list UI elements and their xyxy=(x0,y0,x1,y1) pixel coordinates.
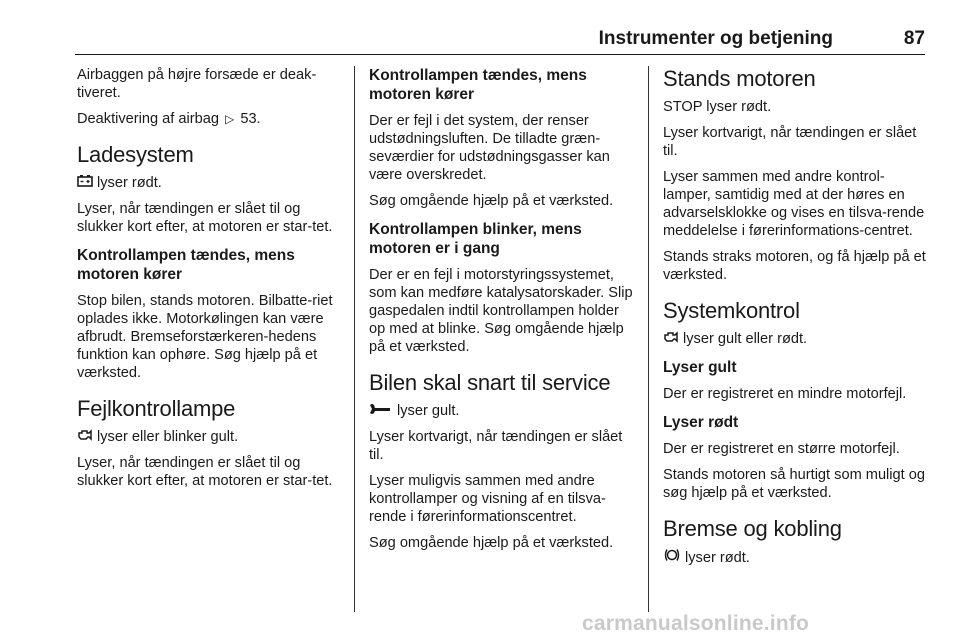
paragraph: Der er en fejl i motorstyringssystemet, som kan medføre katalysatorskader. Slip gaspedalen indtil kontrollampen holder op med at blinke. Søg omgående hjælp på et værksted. xyxy=(369,267,633,355)
paragraph xyxy=(369,402,634,420)
paragraph: Der er registreret en mindre motorfejl. xyxy=(663,386,907,402)
header-title: Instrumenter og betjening xyxy=(598,28,833,49)
paragraph xyxy=(663,548,927,567)
paragraph xyxy=(77,110,345,128)
paragraph: Lyser, når tændingen er slået til og slukker kort efter, at motoren er star-tet. xyxy=(77,455,333,489)
column-divider xyxy=(648,66,649,612)
paragraph: Lyser kortvarigt, når tændingen er slået til. xyxy=(663,125,917,159)
wrench-icon xyxy=(369,402,393,420)
paragraph xyxy=(663,330,927,348)
paragraph: Søg omgående hjælp på et værksted. xyxy=(369,535,614,551)
paragraph: Lyser, når tændingen er slået til og slukker kort efter, at motoren er star-tet. xyxy=(77,201,333,235)
paragraph-text: lyser gult eller rødt. xyxy=(683,331,808,347)
paragraph: Der er fejl i det system, der renser udstødningsluften. De tilladte græn-seværdier for udstødningsgasser kan være overskredet. xyxy=(369,113,610,183)
paragraph xyxy=(77,428,345,446)
engine-icon xyxy=(663,330,679,348)
paragraph-text: lyser gult. xyxy=(397,403,460,419)
paragraph-text: lyser rødt. xyxy=(685,550,750,566)
engine-icon xyxy=(77,428,93,446)
column-1 xyxy=(77,66,345,498)
paragraph: STOP lyser rødt. xyxy=(663,99,772,115)
paragraph: Lyser sammen med andre kontrol-lamper, samtidig med at der høres en advarselsklokke og vises en tilsva-rende meddelelse i førerinformations-centret. xyxy=(663,169,925,239)
subsection-heading: Kontrollampen tændes, mens motoren kører xyxy=(77,247,295,283)
subsection-heading: Kontrollampen blinker, mens motoren er i gang xyxy=(369,221,582,257)
column-3 xyxy=(663,66,927,575)
paragraph: Stop bilen, stands motoren. Bilbatte-riet oplades ikke. Motorkølingen kan være afbrudt. Bremseforstærkeren-hedens funktion kan ophøre. Søg hjælp på et værksted. xyxy=(77,293,333,381)
watermark: carmanualsonline.info xyxy=(582,612,810,635)
subsection-heading: Kontrollampen tændes, mens motoren kører xyxy=(369,67,587,103)
header-rule xyxy=(75,54,925,55)
page-reference[interactable]: 53. xyxy=(240,111,261,127)
paragraph-text: lyser eller blinker gult. xyxy=(97,429,239,445)
paragraph-text: Deaktivering af airbag xyxy=(77,111,219,127)
section-heading: Bilen skal snart til service xyxy=(369,370,611,395)
arrow-right-icon[interactable]: ▷ xyxy=(225,112,235,126)
paragraph: Lyser muligvis sammen med andre kontrollamper og visning af en tilsva-rende i førerinformationscentret. xyxy=(369,473,606,525)
paragraph: Stands straks motoren, og få hjælp på et værksted. xyxy=(663,249,926,283)
brake-icon xyxy=(663,548,681,567)
paragraph: Lyser kortvarigt, når tændingen er slået til. xyxy=(369,429,623,463)
battery-icon xyxy=(77,174,93,192)
section-heading: Fejlkontrollampe xyxy=(77,396,236,421)
paragraph-text: lyser rødt. xyxy=(97,175,162,191)
subsection-heading: Lyser rødt xyxy=(663,414,739,431)
subsection-heading: Lyser gult xyxy=(663,359,737,376)
section-heading: Ladesystem xyxy=(77,142,194,167)
column-divider xyxy=(354,66,355,612)
page-header xyxy=(75,26,925,56)
page-number: 87 xyxy=(903,28,925,49)
paragraph: Der er registreret en større motorfejl. xyxy=(663,441,900,457)
paragraph: Stands motoren så hurtigt som muligt og søg hjælp på et værksted. xyxy=(663,467,926,501)
paragraph: Søg omgående hjælp på et værksted. xyxy=(369,193,614,209)
section-heading: Systemkontrol xyxy=(663,298,800,323)
paragraph xyxy=(77,174,345,192)
paragraph: Airbaggen på højre forsæde er deak-tiveret. xyxy=(77,67,317,101)
section-heading: Stands motoren xyxy=(663,66,816,91)
section-heading: Bremse og kobling xyxy=(663,516,842,541)
column-2 xyxy=(369,66,634,560)
